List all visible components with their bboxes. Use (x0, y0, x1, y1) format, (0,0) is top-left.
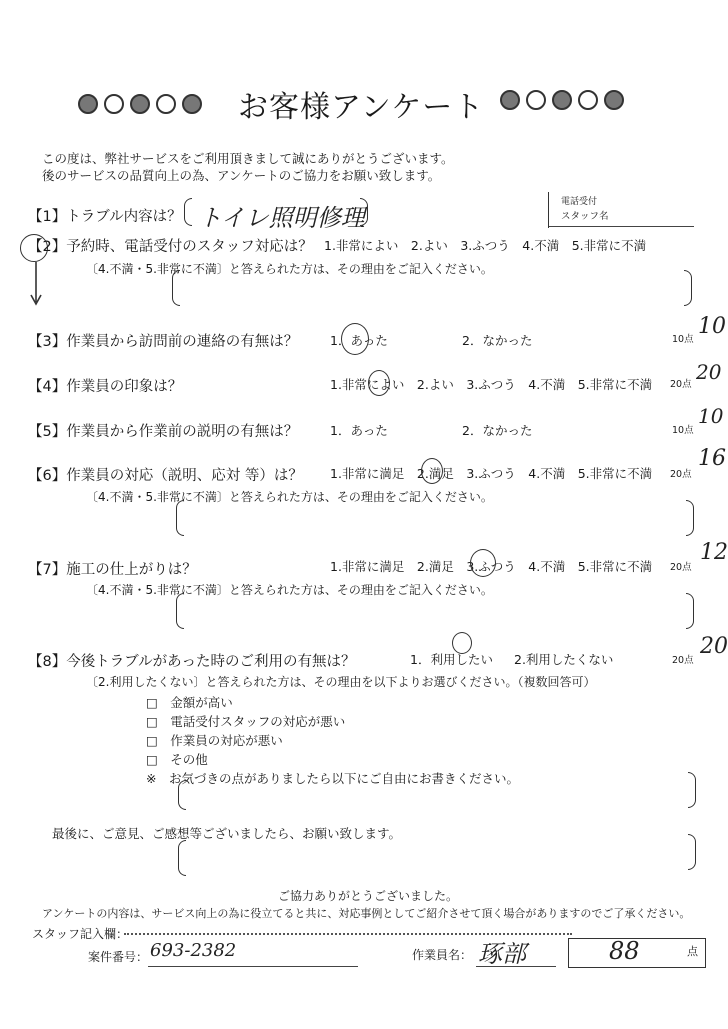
question-8-option-2[interactable]: 2.利用したくない (514, 652, 614, 667)
question-5-score: 10 (698, 404, 724, 428)
selected-answer-circle (421, 458, 443, 484)
arrow-down-icon (28, 262, 44, 308)
selected-answer-circle (470, 549, 496, 577)
left-decorative-dots (78, 94, 202, 114)
question-1-label: 【1】トラブル内容は？ (28, 209, 182, 225)
question-3-score: 10 (698, 314, 726, 339)
question-6-points: 20点 (670, 469, 692, 480)
question-3-label: 【3】作業員から訪問前の連絡の有無は？ (28, 334, 299, 350)
selected-answer-circle (368, 370, 390, 396)
dot-icon (130, 94, 150, 114)
point-unit-label: 点 (687, 945, 698, 958)
reason-bracket-right (684, 270, 692, 306)
question-3-option-2[interactable]: 2．なかった (462, 333, 533, 348)
question-3-points: 10点 (672, 334, 694, 345)
question-2-options[interactable]: 1.非常によい 2.よい 3.ふつう 4.不満 5.非常に不満 (324, 238, 647, 253)
question-8-score: 20 (700, 634, 728, 659)
dot-icon (526, 90, 546, 110)
reason-bracket-left (176, 500, 184, 536)
final-comment-bracket-right (688, 834, 696, 870)
reason-bracket-right (686, 593, 694, 629)
dot-icon (578, 90, 598, 110)
total-score-box (568, 938, 706, 968)
worker-name-label: 作業員名： (412, 948, 473, 962)
question-2-label: 【2】予約時、電話受付のスタッフ対応は？ (28, 239, 313, 255)
dot-icon (500, 90, 520, 110)
reason-bracket-left (176, 593, 184, 629)
comment-bracket-right (688, 772, 696, 808)
question-5-label: 【5】作業員から作業前の説明の有無は？ (28, 424, 299, 440)
question-7-options[interactable]: 1.非常に満足 2.満足 3.ふつう 4.不満 5.非常に不満 (330, 559, 653, 574)
disclaimer-text: アンケートの内容は、サービス向上の為に役立てると共に、対応事例としてご紹介させて頂く場合がありますのでご了承ください。 (42, 907, 691, 920)
question-3-option-1[interactable]: 1．あった (330, 333, 388, 348)
page-title: お客様アンケート (238, 90, 485, 125)
intro-line-1: この度は、弊社サービスをご利用頂きまして誠にありがとうございます。 (42, 151, 454, 166)
worker-name-underline (476, 966, 556, 967)
question-6-options[interactable]: 1.非常に満足 2.満足 3.ふつう 4.不満 5.非常に不満 (330, 466, 653, 481)
dot-icon (182, 94, 202, 114)
dot-icon (552, 90, 572, 110)
trouble-content-answer[interactable]: トイレ照明修理 (198, 204, 365, 232)
dot-icon (156, 94, 176, 114)
answer-bracket-left (184, 198, 192, 226)
reason-checkbox-other[interactable]: □ その他 (146, 752, 208, 767)
question-4-points: 20点 (670, 379, 692, 390)
question-6-score: 16 (698, 446, 726, 471)
intro-line-2: 後のサービスの品質向上の為、アンケートのご協力をお願い致します。 (42, 168, 441, 183)
case-number-value[interactable]: 693-2382 (150, 940, 237, 961)
total-score-value[interactable]: 88 (609, 937, 640, 965)
question-7-points: 20点 (670, 562, 692, 573)
worker-name-value[interactable]: 琢部 (478, 940, 526, 968)
question-5-option-1[interactable]: 1．あった (330, 423, 388, 438)
free-comment-note: ※ お気づきの点がありましたら以下にご自由にお書きください。 (146, 771, 519, 786)
reason-bracket-left (172, 270, 180, 306)
question-7-label: 【7】施工の仕上がりは？ (28, 562, 197, 578)
final-comment-bracket-left (178, 840, 186, 876)
question-7-reason-note: 〔4.不満・5.非常に不満〕と答えられた方は、その理由をご記入ください。 (86, 583, 493, 597)
dot-icon (78, 94, 98, 114)
right-decorative-dots (500, 90, 624, 110)
question-8-reason-note: 〔2.利用したくない〕と答えられた方は、その理由を以下よりお選びください。（複数回答可） (86, 675, 596, 689)
case-number-label: 案件番号： (88, 950, 149, 964)
reason-bracket-right (686, 500, 694, 536)
staff-box-underline (549, 226, 694, 227)
question-5-option-2[interactable]: 2．なかった (462, 423, 533, 438)
question-8-label: 【8】今後トラブルがあった時のご利用の有無は？ (28, 654, 356, 670)
thanks-message: ご協力ありがとうございました。 (278, 889, 459, 903)
question-5-points: 10点 (672, 425, 694, 436)
staff-box (548, 192, 694, 228)
case-number-underline (148, 966, 358, 967)
question-6-reason-note: 〔4.不満・5.非常に不満〕と答えられた方は、その理由をご記入ください。 (86, 490, 493, 504)
question-8-option-1[interactable]: 1．利用したい (410, 652, 493, 667)
question-8-points: 20点 (672, 655, 694, 666)
dot-icon (104, 94, 124, 114)
dot-icon (604, 90, 624, 110)
question-2-reason-note: 〔4.不満・5.非常に不満〕と答えられた方は、その理由をご記入ください。 (86, 262, 493, 276)
question-4-label: 【4】作業員の印象は？ (28, 379, 183, 395)
staff-box-label-2: スタッフ名 (561, 211, 609, 222)
staff-section-label: スタッフ記入欄： (32, 927, 129, 941)
answer-bracket-right (360, 198, 368, 226)
staff-box-label-1: 電話受付 (561, 197, 598, 207)
selected-answer-circle (341, 323, 369, 355)
question-4-options[interactable]: 1.非常によい 2.よい 3.ふつう 4.不満 5.非常に不満 (330, 377, 653, 392)
question-6-label: 【6】作業員の対応（説明、応対 等）は？ (28, 468, 303, 484)
reason-checkbox-worker[interactable]: □ 作業員の対応が悪い (146, 733, 283, 748)
final-comment-prompt: 最後に、ご意見、ご感想等ございましたら、お願い致します。 (52, 826, 402, 841)
comment-bracket-left (178, 780, 186, 810)
question-7-score: 12 (700, 540, 728, 565)
question-4-score: 20 (696, 360, 722, 384)
reason-checkbox-phone-staff[interactable]: □ 電話受付スタッフの対応が悪い (146, 714, 346, 729)
reason-checkbox-price[interactable]: □ 金額が高い (146, 695, 233, 710)
selected-answer-circle (452, 632, 472, 654)
